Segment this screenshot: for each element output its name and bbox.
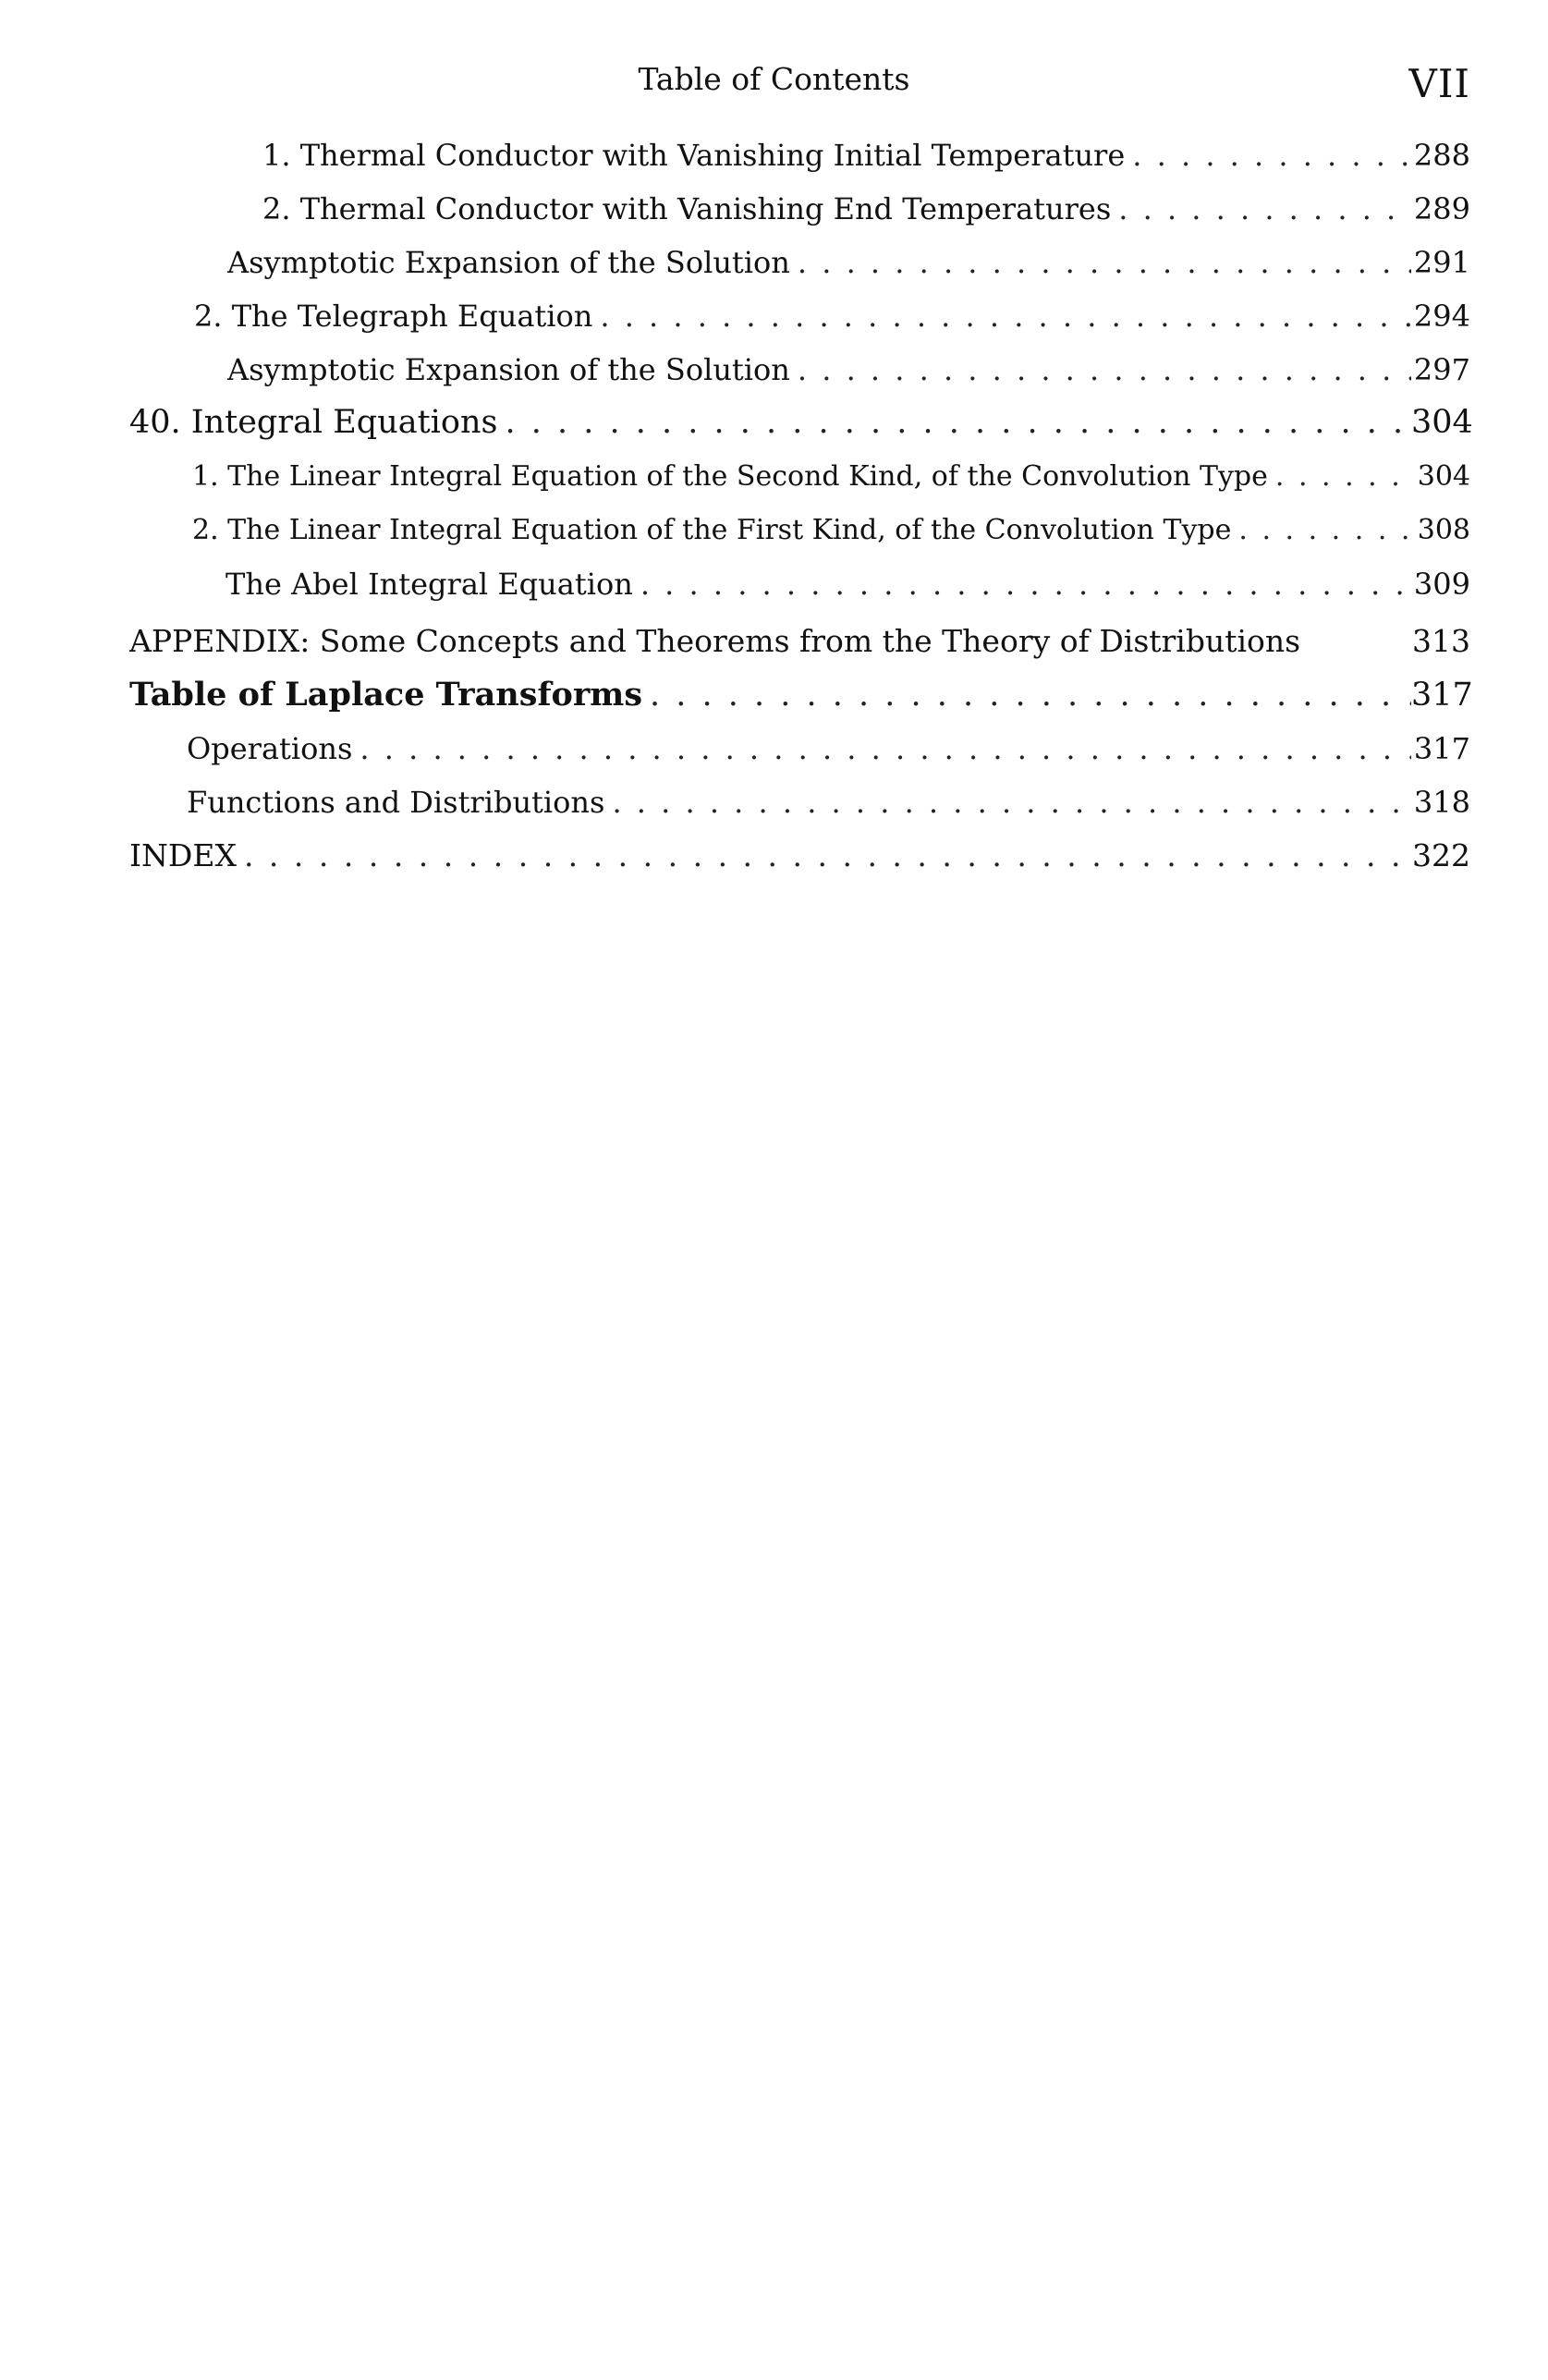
toc-entry-title: 40. Integral Equations bbox=[129, 404, 498, 441]
dot-leader bbox=[1125, 132, 1411, 178]
dot-leader bbox=[604, 779, 1411, 825]
dot-leader bbox=[592, 293, 1411, 339]
toc-entry-appendix bbox=[129, 618, 1470, 665]
toc-entry-title: APPENDIX: Some Concepts and Theorems from the Theory of Distributions bbox=[129, 623, 1301, 659]
dot-leader bbox=[1231, 507, 1411, 554]
toc-entry bbox=[227, 347, 1470, 393]
dot-leader bbox=[352, 726, 1411, 772]
toc-entry-page: 304 bbox=[1417, 460, 1470, 493]
toc-entry-title: 1. The Linear Integral Equation of the Second Kind, of the Convolution Type bbox=[192, 460, 1268, 493]
toc-entry-title: 2. The Linear Integral Equation of the First Kind, of the Convolution Type bbox=[192, 514, 1232, 546]
toc-entry-page: 322 bbox=[1412, 837, 1470, 873]
running-title: Table of Contents bbox=[638, 61, 910, 97]
dot-leader bbox=[633, 561, 1411, 607]
toc-entry-page: 317 bbox=[1411, 677, 1473, 714]
toc-entry bbox=[187, 779, 1470, 825]
toc-entry-page: 318 bbox=[1413, 785, 1470, 820]
toc-entry-title: 2. Thermal Conductor with Vanishing End Temperatures bbox=[262, 191, 1112, 226]
toc-entry-section bbox=[129, 672, 1473, 718]
toc-entry-page: 294 bbox=[1413, 299, 1470, 334]
toc-entry-page: 289 bbox=[1413, 191, 1470, 226]
toc-entry-title: The Abel Integral Equation bbox=[225, 567, 633, 602]
toc-entry-title: Asymptotic Expansion of the Solution bbox=[227, 352, 790, 387]
toc-entry-title: INDEX bbox=[129, 837, 237, 873]
toc-entry-section bbox=[129, 399, 1473, 445]
toc-entry-page: 304 bbox=[1411, 404, 1473, 441]
toc-entry bbox=[194, 293, 1470, 339]
toc-entry-title: Functions and Distributions bbox=[187, 785, 605, 820]
dot-leader bbox=[1111, 186, 1411, 232]
toc-entry-page: 291 bbox=[1413, 245, 1470, 280]
toc-entry-page: 309 bbox=[1413, 567, 1470, 602]
toc-entry-title: Asymptotic Expansion of the Solution bbox=[227, 245, 790, 280]
toc-entry-title: 2. The Telegraph Equation bbox=[194, 299, 593, 334]
dot-leader bbox=[790, 239, 1411, 286]
toc-entry-page: 297 bbox=[1413, 352, 1470, 387]
toc-entry bbox=[227, 239, 1470, 286]
toc-entry-title: 1. Thermal Conductor with Vanishing Initial Temperature bbox=[262, 138, 1126, 173]
toc-entry-page: 313 bbox=[1412, 623, 1470, 659]
toc-entry-page: 288 bbox=[1413, 138, 1470, 173]
page-folio: VII bbox=[1408, 61, 1470, 106]
dot-leader bbox=[790, 347, 1411, 393]
toc-entry bbox=[262, 132, 1470, 178]
dot-leader bbox=[1268, 454, 1411, 500]
toc-entry-page: 308 bbox=[1417, 514, 1470, 546]
toc-entry bbox=[187, 726, 1470, 772]
toc-entry bbox=[192, 507, 1470, 554]
dot-leader bbox=[237, 833, 1411, 879]
toc-entry-title: Table of Laplace Transforms bbox=[129, 676, 643, 714]
toc-entry-page: 317 bbox=[1413, 731, 1470, 766]
dot-leader bbox=[642, 672, 1411, 718]
toc-entry-section bbox=[129, 833, 1470, 879]
toc-entry bbox=[262, 186, 1470, 232]
toc-entry bbox=[192, 454, 1470, 500]
toc-entry bbox=[225, 561, 1470, 607]
dot-leader bbox=[497, 399, 1411, 445]
toc-entry-title: Operations bbox=[187, 731, 353, 766]
